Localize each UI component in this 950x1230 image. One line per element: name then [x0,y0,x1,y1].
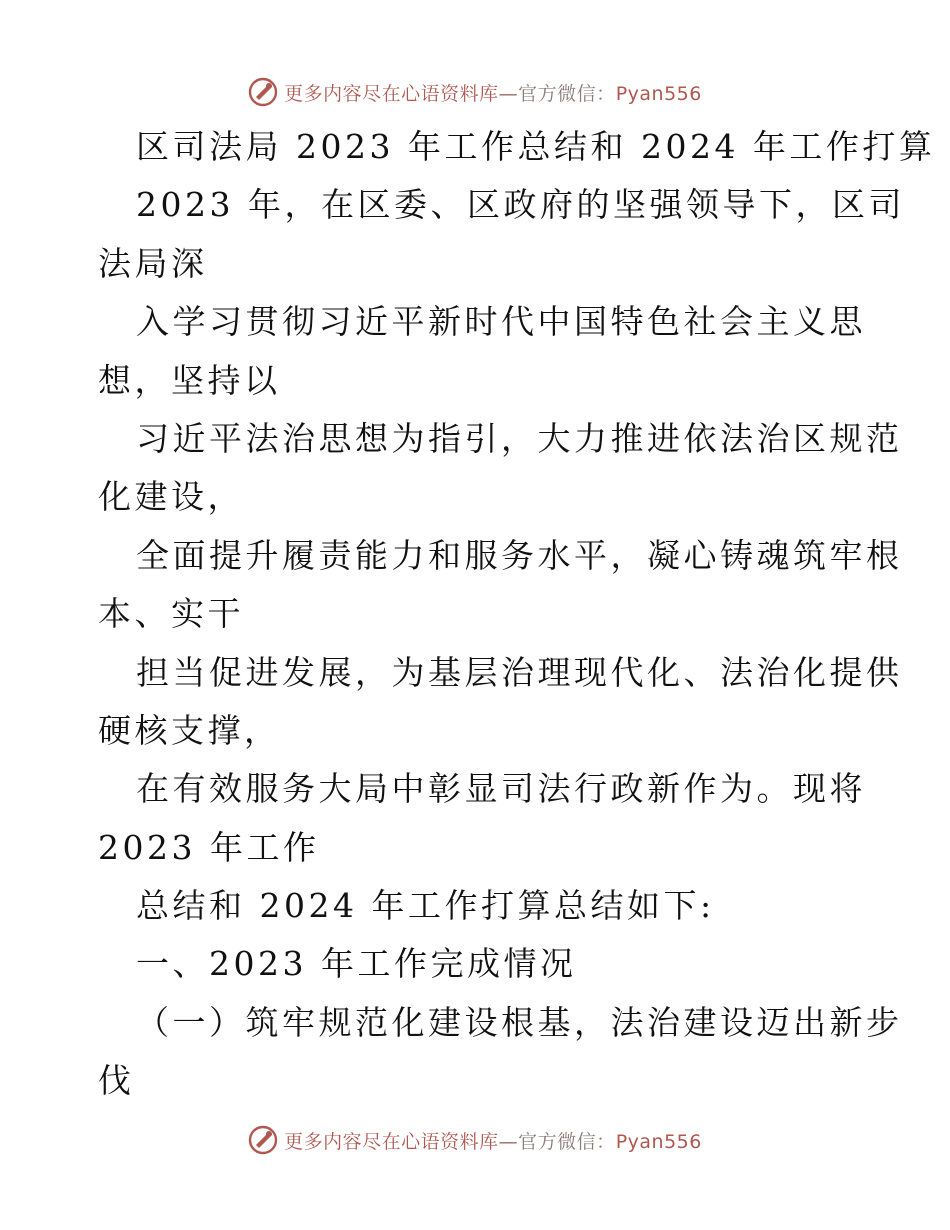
banner-separator: — [498,82,519,105]
banner-text [284,1127,702,1154]
banner-wechat-id: Pyan556 [615,1130,702,1153]
banner-wechat-label: 官方微信： [518,1130,616,1153]
paragraph-line: 法局深 [98,243,208,283]
footer-banner [0,1120,950,1160]
banner-wechat-label: 官方微信： [518,82,616,105]
section-heading: 一、2023 年工作完成情况 [136,944,577,984]
banner-slogan: 更多内容尽在心语资料库 [284,82,499,105]
paragraph-line: 在有效服务大局中彰显司法行政新作为。现将 [136,769,866,809]
paragraph-line: 习近平法治思想为指引，大力推进依法治区规范 [136,418,903,458]
seal-logo-icon [248,77,278,107]
paragraph-line: 2023 年工作 [98,827,320,867]
paragraph-line: 本、实干 [98,594,244,634]
subsection-heading: （一）筑牢规范化建设根基，法治建设迈出新步 [136,1002,903,1042]
subsection-heading-continuation: 伐 [98,1061,135,1101]
header-banner [0,72,950,112]
banner-slogan: 更多内容尽在心语资料库 [284,1130,499,1153]
paragraph-line: 想，坚持以 [98,360,281,400]
paragraph-line: 2023 年，在区委、区政府的坚强领导下，区司 [136,185,905,225]
banner-text [284,79,702,106]
banner-wechat-id: Pyan556 [615,82,702,105]
paragraph-line: 担当促进发展，为基层治理现代化、法治化提供 [136,652,903,692]
banner-separator: — [498,1130,519,1153]
paragraph-line: 化建设， [98,477,244,517]
paragraph-line: 总结和 2024 年工作打算总结如下: [136,886,715,926]
document-body [98,118,936,1111]
document-title: 区司法局 2023 年工作总结和 2024 年工作打算 [136,127,936,166]
paragraph-line: 全面提升履责能力和服务水平，凝心铸魂筑牢根 [136,535,903,575]
paragraph-line: 硬核支撑， [98,710,281,750]
seal-logo-icon [248,1125,278,1155]
paragraph-line: 入学习贯彻习近平新时代中国特色社会主义思 [136,302,866,342]
